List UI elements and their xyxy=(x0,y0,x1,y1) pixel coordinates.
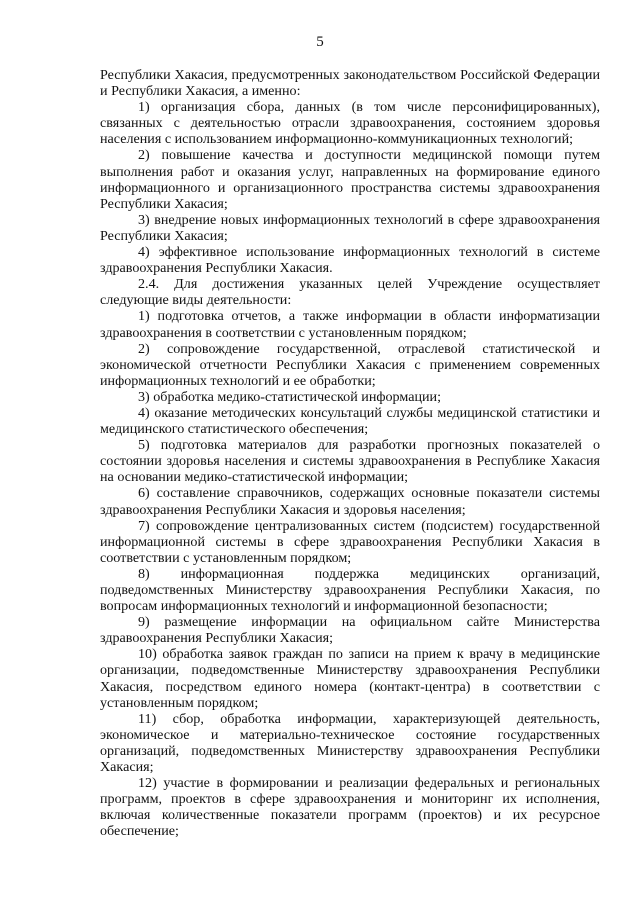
paragraph-activity-6: 6) составление справочников, содержащих основные показатели системы здравоохранения Республики Хакасия и здоровья населения; xyxy=(100,485,600,518)
paragraph-activity-7: 7) сопровождение централизованных систем (подсистем) государственной информационной системы в сфере здравоохранения Республики Хакасия в соответствии с установленным порядком; xyxy=(100,517,600,566)
paragraph-activity-11: 11) сбор, обработка информации, характеризующей деятельность, экономическое и материально-техническое состояние государственных организаций, подведомственных Министерству здравоохранения Республики Хакасия; xyxy=(100,710,600,776)
paragraph-activity-9: 9) размещение информации на официальном сайте Министерства здравоохранения Республики Хакасия; xyxy=(100,614,600,647)
paragraph-activity-8: 8) информационная поддержка медицинских организаций, подведомственных Министерству здравоохранения Республики Хакасия, по вопросам информационных технологий и информационной безопасности; xyxy=(100,565,600,615)
paragraph-activity-3: 3) обработка медико-статистической информации; xyxy=(138,388,442,405)
paragraph-activity-5: 5) подготовка материалов для разработки прогнозных показателей о состоянии здоровья населения и системы здравоохранения в Республике Хакасия на основании медико-статистической информации; xyxy=(100,437,600,486)
paragraph-goal-2: 2) повышение качества и доступности медицинской помощи путем выполнения работ и оказания услуг, направленных на формирование единого информационного и организационного пространства системы здравоохранения Республики Хакасия; xyxy=(100,147,600,212)
paragraph-activity-4: 4) оказание методических консультаций службы медицинской статистики и медицинского статистического обеспечения; xyxy=(100,404,600,438)
paragraph-activity-10: 10) обработка заявок граждан по записи на прием к врачу в медицинские организации, подведомственные Министерству здравоохранения Республики Хакасия, посредством единого номера (контакт-центра) в соответствии с установленным порядком; xyxy=(100,646,600,711)
paragraph-intro: Республики Хакасия, предусмотренных законодательством Российской Федерации и Республики Хакасия, а именно: xyxy=(100,67,600,100)
paragraph-activity-12: 12) участие в формировании и реализации федеральных и региональных программ, проектов в сфере здравоохранения и мониторинг их исполнения, включая количественные показатели программ (проектов) и их ресурсное обеспечение; xyxy=(100,775,600,840)
paragraph-goal-3: 3) внедрение новых информационных технологий в сфере здравоохранения Республики Хакасия; xyxy=(100,211,600,244)
paragraph-activity-2: 2) сопровождение государственной, отраслевой статистической и экономической отчетности Республики Хакасия с применением современных информационных технологий и ее обработки; xyxy=(100,340,600,389)
paragraph-goal-4: 4) эффективное использование информационных технологий в системе здравоохранения Республики Хакасия. xyxy=(100,244,600,277)
paragraph-section-2-4: 2.4. Для достижения указанных целей Учреждение осуществляет следующие виды деятельности: xyxy=(100,276,600,309)
paragraph-activity-1: 1) подготовка отчетов, а также информации в области информатизации здравоохранения в соответствии с установленным порядком; xyxy=(100,308,600,341)
paragraph-goal-1: 1) организация сбора, данных (в том числе персонифицированных), связанных с деятельностью отрасли здравоохранения, состоянием здоровья населения с использованием информационно-коммуникационных технологий; xyxy=(100,99,600,148)
page-number: 5 xyxy=(316,34,324,50)
document-body xyxy=(100,67,600,840)
